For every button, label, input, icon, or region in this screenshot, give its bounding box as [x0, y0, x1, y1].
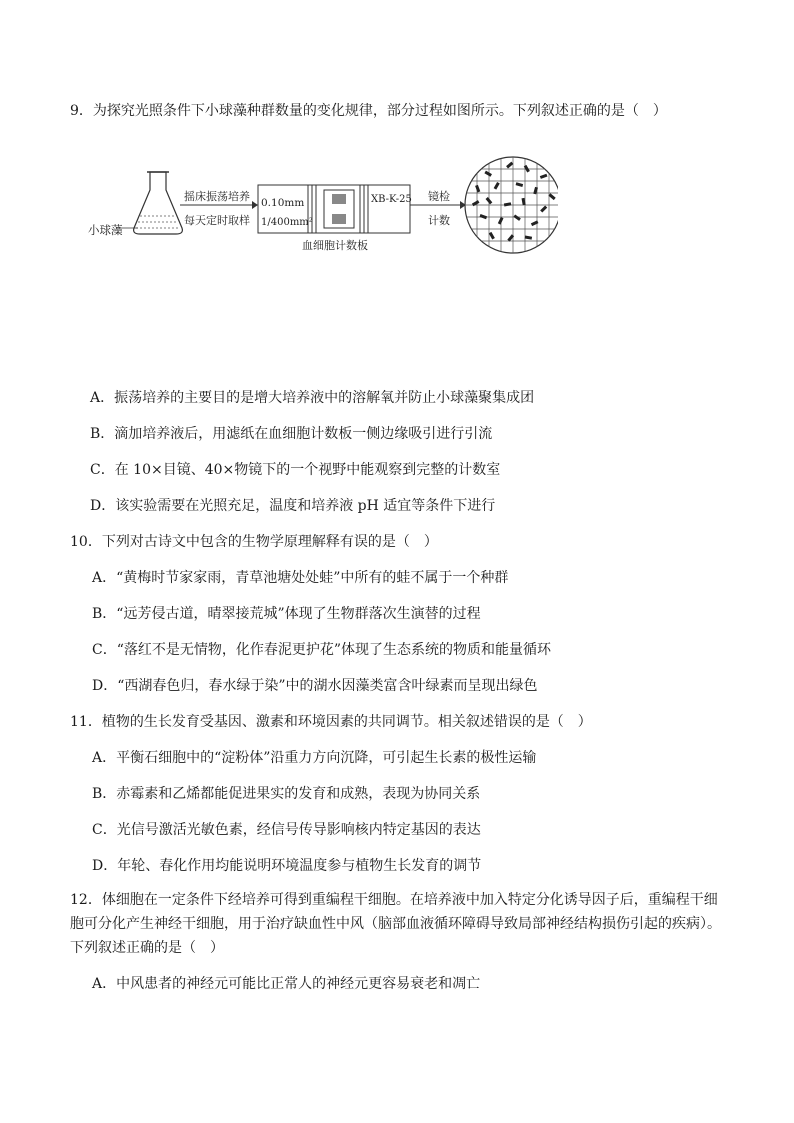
question-12-stem-line-3: 下列叙述正确的是（ ）	[70, 940, 224, 956]
q11-option-d[interactable]: D．年轮、春化作用均能说明环境温度参与植物生长发育的调节	[92, 858, 482, 874]
microscope-field-icon	[465, 157, 558, 253]
question-10-stem: 10．下列对古诗文中包含的生物学原理解释有误的是（ ）	[70, 534, 438, 550]
q9-option-a[interactable]: A．振荡培养的主要目的是增大培养液中的溶解氧并防止小球藻聚集成团	[90, 390, 535, 406]
label-microscopy: 镜检	[428, 190, 450, 203]
label-chamber-code: XB-K-25	[371, 194, 412, 205]
experiment-diagram	[88, 150, 558, 262]
flask-icon	[134, 172, 183, 234]
label-count: 计数	[428, 214, 450, 227]
label-depth: 0.10mm	[261, 197, 305, 209]
q11-option-b[interactable]: B．赤霉素和乙烯都能促进果实的发育和成熟，表现为协同关系	[92, 786, 481, 802]
q12-option-a[interactable]: A．中风患者的神经元可能比正常人的神经元更容易衰老和凋亡	[92, 976, 481, 992]
q9-option-c[interactable]: C．在 10×目镜、40×物镜下的一个视野中能观察到完整的计数室	[90, 462, 501, 478]
question-12-stem-line-2: 胞可分化产生神经干细胞，用于治疗缺血性中风（脑部血液循环障碍导致局部神经结构损伤引起的疾病）。	[70, 916, 721, 932]
label-chlorella: 小球藻	[88, 223, 123, 237]
q9-option-b[interactable]: B．滴加培养液后，用滤纸在血细胞计数板一侧边缘吸引进行引流	[90, 426, 493, 442]
q10-option-c[interactable]: C．“落红不是无情物，化作春泥更护花”体现了生态系统的物质和能量循环	[92, 642, 552, 658]
q11-option-c[interactable]: C．光信号激活光敏色素，经信号传导影响核内特定基因的表达	[92, 822, 481, 838]
question-12-stem-line-1: 12．体细胞在一定条件下经培养可得到重编程干细胞。在培养液中加入特定分化诱导因子后，重编程干细	[70, 892, 718, 908]
q10-option-a[interactable]: A．“黄梅时节家家雨，青草池塘处处蛙”中所有的蛙不属于一个种群	[92, 570, 509, 586]
q11-option-a[interactable]: A．平衡石细胞中的“淀粉体”沿重力方向沉降，可引起生长素的极性运输	[92, 750, 537, 766]
q10-option-b[interactable]: B．“远芳侵古道，晴翠接荒城”体现了生物群落次生演替的过程	[92, 606, 481, 622]
label-shaking-culture: 摇床振荡培养	[184, 190, 250, 203]
q10-option-d[interactable]: D．“西湖春色归，春水绿于染”中的湖水因藻类富含叶绿素而呈现出绿色	[92, 678, 538, 694]
label-area: 1/400mm²	[261, 217, 313, 228]
question-11-stem: 11．植物的生长发育受基因、激素和环境因素的共同调节。相关叙述错误的是（ ）	[70, 714, 592, 730]
q9-option-d[interactable]: D．该实验需要在光照充足，温度和培养液 pH 适宜等条件下进行	[90, 498, 496, 514]
question-9-stem: 9．为探究光照条件下小球藻种群数量的变化规律，部分过程如图所示。下列叙述正确的是（ ）	[70, 103, 667, 119]
label-daily-sampling: 每天定时取样	[184, 214, 250, 227]
label-counting-chamber: 血细胞计数板	[302, 239, 368, 252]
